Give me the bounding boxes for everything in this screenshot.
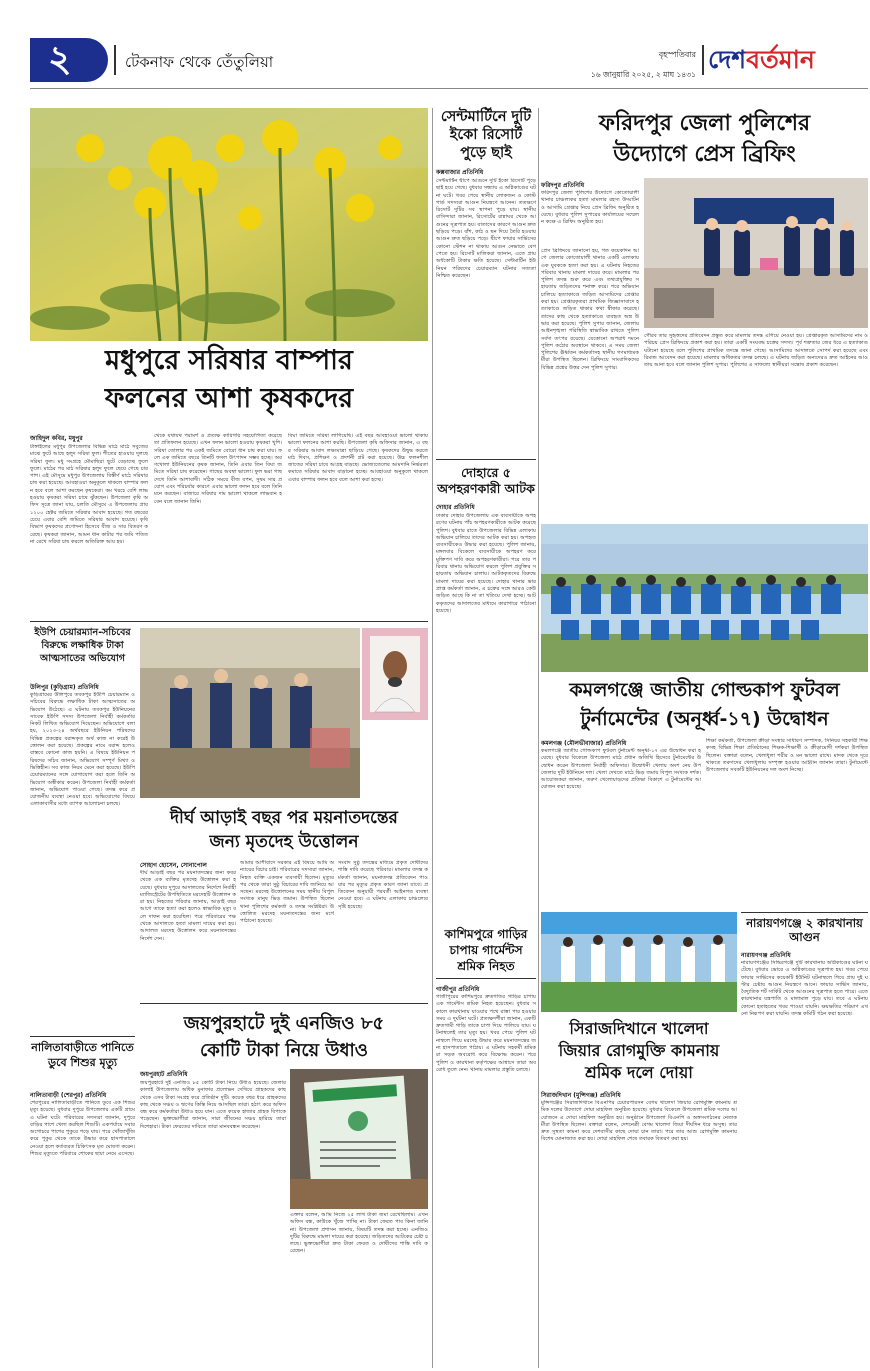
faridpur-headline-bar <box>541 108 868 174</box>
faridpur-body-top: ফরিদপুর জেলা পুলিশের উদ্যোগে কোতোয়ালী থানার চাঞ্চল্যকর হত্যা মামলার রহস্য উদ্ঘাটন ও আসামি গ্রেপ্তার নিয়ে প্রেস ব্রিফিং অনুষ্ঠিত হয়েছে। বুধবার পুলিশ সুপারের কার্যালয়ের সম্মেলন কক্ষে এ ব্রিফিং অনুষ্ঠিত হয়। <box>541 190 639 226</box>
ngo-byline: জয়পুরহাট প্রতিনিধি <box>140 1071 188 1078</box>
fire-byline: নারায়ণগঞ্জ প্রতিনিধি <box>741 952 791 959</box>
eco-resort-byline: কক্সবাজার প্রতিনিধি <box>436 169 484 176</box>
page-number-badge <box>30 38 108 82</box>
ngo-body-col1: জয়পুরহাটে দুই এনজিও ৮৫ কোটি টাকা নিয়ে উধাও হয়েছে। জেলার কালাই উপজেলায় অধিক মুনাফার প্রলোভন দেখিয়ে গ্রাহকদের কাছ থেকে এসব টাকা সংগ্রহ করে প্রতিষ্ঠান দুটি। কয়েক বছর ধরে গ্রাহকদের কাছ থেকে সঞ্চয় ও ঋণের কিস্তি নিয়ে আসছিল তারা। হঠাৎ করে অফিস বন্ধ করে কর্মকর্তারা উধাও হয়ে যান। এতে কয়েক হাজার গ্রাহক বিপাকে পড়েছেন। ভুক্তভোগীরা জানান, সারা জীবনের সঞ্চয় হারিয়ে তারা দিশেহারা। টাকা ফেরতের দাবিতে তারা মানববন্ধন করেছেন। <box>140 1080 286 1130</box>
exhumation-body-col3: সংবাদ সুষ্ঠু তদন্তের মাধ্যমে প্রকৃত দোষীদের শাস্তি দাবি করেছে পরিবার। মামলার তদন্ত কর্মকর্তা জানান, ময়নাতদন্ত প্রতিবেদন পাওয়ার পর মৃত্যুর প্রকৃত কারণ জানা যাবে। প্রতিবেদন অনুযায়ী পরবর্তী আইনগত ব্যবস্থা নেওয়া হবে। এ ঘটনায় এলাকায় চাঞ্চল্যের সৃষ্টি হয়েছে। <box>338 860 428 910</box>
exhumation-byline: সোহাগ হোসেন, সোনাপোল <box>140 862 207 869</box>
faridpur-headline: ফরিদপুর জেলা পুলিশের উদ্যোগে প্রেস ব্রিফিং <box>598 111 811 167</box>
eco-resort-body: সেন্টমার্টিন দ্বীপে আগুনে দুটি ইকো রিসোর্ট পুড়ে ছাই হয়ে গেছে। বুধবার সন্ধ্যায় এ অগ্নিকাণ্ডের ঘটনা ঘটে। খবর পেয়ে স্থানীয় লোকজন ও কোস্ট গার্ড সদস্যরা আগুন নিয়ন্ত্রণে আনেন। ততক্ষণে রিসোর্ট দুটির সব স্থাপনা পুড়ে যায়। স্থানীয় বাসিন্দারা জানান, রিসোর্টের রান্নাঘর থেকে আগুনের সূত্রপাত হয়। বাতাসের কারণে আগুন দ্রুত ছড়িয়ে পড়ে। বাঁশ, কাঠ ও ছন দিয়ে তৈরি হওয়ায় আগুন দ্রুত ছড়িয়ে পড়ে। দ্বীপে ফায়ার সার্ভিসের কোনো স্টেশন না থাকায় আগুন নেভাতে বেগ পেতে হয়। রিসোর্ট মালিকরা জানান, এতে প্রায় অর্ধকোটি টাকার ক্ষতি হয়েছে। সেন্টমার্টিন ইউনিয়ন পরিষদের চেয়ারম্যান ঘটনার সত্যতা নিশ্চিত করেছেন। <box>436 178 536 279</box>
prayer-byline: সিরাজদিখান (মুন্সিগঞ্জ) প্রতিনিধি <box>541 1092 621 1099</box>
page-route: টেকনাফ থেকে তেঁতুলিয়া <box>125 53 274 71</box>
chairman-headline: ইউপি চেয়ারম্যান-সচিবের বিরুদ্ধে লক্ষাধিক টাকা আত্মসাতের অভিযোগ <box>34 627 131 664</box>
chairman-body: কুড়িগ্রামের উলিপুরে তবকপুর ইউপি চেয়ারম্যান ও সচিবের বিরুদ্ধে লক্ষাধিক টাকা আত্মসাতের অভিযোগ উঠেছে। এ ঘটনায় তবকপুর ইউনিয়নের সাবেক ইউপি সদস্য উপজেলা নির্বাহী কর্মকর্তার নিকট লিখিত অভিযোগ দিয়েছেন। অভিযোগে বলা হয়, ২০২৩-২৪ অর্থবছরে ইউনিয়ন পরিষদের বিভিন্ন প্রকল্পের বরাদ্দকৃত অর্থ কাজ না করেই উত্তোলন করা হয়েছে। প্রকল্পের নামে বরাদ্দ হলেও বাস্তবে কোনো কাজ হয়নি। এ বিষয়ে ইউনিয়ন পরিষদের সচিব জানান, অভিযোগ সম্পূর্ণ মিথ্যা ও ভিত্তিহীন। সব কাজ নিয়ম মেনে করা হয়েছে। ইউপি চেয়ারম্যানের সঙ্গে যোগাযোগ করা হলে তিনি অভিযোগ অস্বীকার করেন। উপজেলা নির্বাহী কর্মকর্তা জানান, অভিযোগ পাওয়া গেছে। তদন্ত করে প্রয়োজনীয় ব্যবস্থা নেওয়া হবে। অভিযোগের বিষয়ে এলাকাবাসীর মধ্যে ব্যাপক আলোচনা চলছে। <box>30 692 135 808</box>
masthead-rule <box>30 88 868 89</box>
mustard-body-col2: থেকে যথাযথ পরামর্শ ও প্রত্যক্ষ কারিগরি সহযোগিতা করেছে তা প্রতিফলন হয়েছে। এখন ফলন ভালো হওয়ায় কৃষকরা খুশি। সরিষা তোলার পর একই জমিতে বোরো ধান চাষ করা যায়। ফলে এক জমিতে বছরে তিনটি ফসল উৎপাদন সম্ভব হচ্ছে। অরণখোলা ইউনিয়নের কৃষক জানান, তিনি এবার তিন বিঘা জমিতে সরিষা চাষ করেছেন। গাছের অবস্থা ভালো। ফুল ভরা গাছ দেখে তিনি আশাবাদী। সঠিক সময়ে বীজ বপন, সুষম সার প্রয়োগ এবং পরিচর্যার কারণে এবার ভালো ফলন হবে বলে তিনি মনে করছেন। বাজারে সরিষার দাম ভালো থাকলে লাভবান হবেন বলে জানান তিনি। <box>154 433 282 505</box>
page-number: ২ <box>48 39 72 80</box>
garments-headline-visible: কাশিমপুরে গাড়ির চাপায় গার্মেন্টস শ্রমিক নিহত <box>444 927 528 973</box>
issue-date: ১৬ জানুয়ারি ২০২৫, ২ মাঘ ১৪৩১ <box>590 70 696 79</box>
garments-body: গাজীপুরের কাশিমপুরে দ্রুতগতির গাড়ির চাপায় এক গার্মেন্টস শ্রমিক নিহত হয়েছেন। বুধবার সকালে কারখানায় যাওয়ার পথে রাস্তা পার হওয়ার সময় এ দুর্ঘটনা ঘটে। প্রত্যক্ষদর্শীরা জানান, একটি দ্রুতগামী গাড়ি তাকে চাপা দিয়ে পালিয়ে যায়। ঘটনাস্থলেই তার মৃত্যু হয়। খবর পেয়ে পুলিশ ঘটনাস্থলে গিয়ে মরদেহ উদ্ধার করে ময়নাতদন্তের জন্য হাসপাতালে পাঠায়। এ ঘটনায় সহকর্মী শ্রমিকরা সড়ক অবরোধ করে বিক্ষোভ করেন। পরে পুলিশ ও কারখানা কর্তৃপক্ষের আশ্বাসে তারা অবরোধ তুলে নেন। থানায় মামলার প্রস্তুতি চলছে। <box>436 994 536 1073</box>
ngo-headline: জয়পুরহাটে দুই এনজিও ৮৫ কোটি টাকা নিয়ে উধাও <box>183 1013 385 1061</box>
football-body-col1: কমলগঞ্জে জাতীয় গোল্ডকাপ ফুটবল টুর্নামেন্ট অনূর্ধ্ব-১৭ এর উদ্বোধন করা হয়েছে। বুধবার বিকেলে উপজেলা মাঠে প্রধান অতিথি হিসেবে টুর্নামেন্টের উদ্বোধন করেন উপজেলা নির্বাহী অফিসার। উদ্বোধনী খেলায় অংশ নেয় উপজেলার দুটি ইউনিয়ন দল। খেলা দেখতে মাঠে ভিড় জমায় বিপুল সংখ্যক দর্শক। আয়োজকরা জানান, তরুণ খেলোয়াড়দের প্রতিভা বিকাশে এ টুর্নামেন্টের আয়োজন করা হয়েছে। <box>541 748 701 791</box>
mustard-body-col1: টাঙ্গাইলের মধুপুর উপজেলার বিভিন্ন মাঠে মাঠে সবুজের মাঝে ফুটে আছে হলুদ সরিষা ফুল। শীতের হাওয়ায় দুলছে সরিষা ফুল। মধু সংগ্রহে মৌমাছিরা ছুটে বেড়াচ্ছে ফুলে ফুলে। মাঠের পর মাঠ সরিষার হলুদ ফুলে ছেয়ে গেছে চারপাশ। এই মৌসুমে মধুপুর উপজেলায় বিস্তীর্ণ মাঠে সরিষার চাষ করা হয়েছে। আবহাওয়া অনুকূলে থাকলে বাম্পার ফলন হবে বলে আশা করছেন কৃষকেরা। কম খরচে বেশি লাভ হওয়ায় কৃষকরা সরিষা চাষে ঝুঁকছেন। উপজেলা কৃষি অফিস সূত্রে জানা যায়, চলতি মৌসুমে এ উপজেলায় প্রায় ১২০০ হেক্টর জমিতে সরিষার আবাদ হয়েছে। গত বছরের চেয়ে এবার বেশি জমিতে সরিষার আবাদ হয়েছে। কৃষি বিভাগ কৃষকদের প্রণোদনা হিসেবে বীজ ও সার বিতরণ করেছে। কৃষকরা জানান, আমন ধান কাটার পর জমি পতিত না রেখে সরিষা চাষ করলে অতিরিক্ত আয় হয়। <box>30 444 148 545</box>
exhumation-scene-photo <box>140 628 360 798</box>
ngo-passbook-image <box>290 1069 428 1209</box>
faridpur-briefing-photo <box>644 178 868 328</box>
masthead-divider-right <box>702 45 704 75</box>
separator-drowning <box>30 1036 135 1037</box>
masthead <box>0 0 870 92</box>
fire-headline: নারায়ণগঞ্জে ২ কারখানায় আগুন <box>746 916 863 944</box>
prayer-headline: সিরাজদিখানে খালেদা জিয়ার রোগমুক্তি কামনায় শ্রমিক দলে দোয়া <box>558 1019 720 1082</box>
mustard-field-photo <box>30 108 428 341</box>
column-rule-1 <box>432 108 433 1368</box>
football-team-image <box>541 524 868 672</box>
football-byline: কমলগঞ্জ (মৌলভীবাজার) প্রতিনিধি <box>541 740 627 747</box>
exhumation-scene-image <box>140 628 360 798</box>
column-rule-2 <box>538 108 539 1368</box>
eco-resort-headline: সেন্টমার্টিনে দুটি ইকো রিসোর্ট পুড়ে ছাই <box>440 109 532 161</box>
football-body-col2: শিক্ষা কর্মকর্তা, উপজেলা ক্রীড়া সংস্থার সাধারণ সম্পাদক, সিনিয়র সহকারী শিক্ষকসহ বিভিন্ন শিক্ষা প্রতিষ্ঠানের শিক্ষক-শিক্ষার্থী ও ক্রীড়ামোদী দর্শকরা উপস্থিত ছিলেন। বক্তারা বলেন, খেলাধুলা শরীর ও মন ভালো রাখে। মাদক থেকে দূরে থাকতে তরুণদের খেলাধুলায় সম্পৃক্ত হওয়ার আহ্বান জানান তারা। টুর্নামেন্টে উপজেলার সবকটি ইউনিয়নের দল অংশ নিচ্ছে। <box>706 738 868 774</box>
prayer-body: মুন্সিগঞ্জের সিরাজদিখানে বিএনপির চেয়ারপারসন বেগম খালেদা জিয়ার রোগমুক্তি কামনায় শ্রমিক দলের উদ্যোগে দোয়া মাহফিল অনুষ্ঠিত হয়েছে। বুধবার বিকেলে উপজেলা শ্রমিক দলের আয়োজনে এ দোয়া মাহফিল অনুষ্ঠিত হয়। অনুষ্ঠানে উপজেলা বিএনপি ও অঙ্গসংগঠনের নেতাকর্মীরা উপস্থিত ছিলেন। বক্তারা বলেন, দেশনেত্রী বেগম খালেদা জিয়া দীর্ঘদিন ধরে অসুস্থ। তার দ্রুত সুস্থতা কামনা করে দেশবাসীর কাছে দোয়া চান তারা। পরে তার আশু রোগমুক্তি কামনায় বিশেষ মোনাজাত করা হয়। দোয়া মাহফিল শেষে তবারক বিতরণ করা হয়। <box>541 1100 737 1143</box>
fire-body: নারায়ণগঞ্জের সিদ্ধিরগঞ্জে দুটি কারখানায় অগ্নিকাণ্ডের ঘটনা ঘটেছে। বুধবার ভোরে এ অগ্নিকাণ্ডের সূত্রপাত হয়। খবর পেয়ে ফায়ার সার্ভিসের কয়েকটি ইউনিট ঘটনাস্থলে গিয়ে প্রায় দুই ঘণ্টার চেষ্টায় আগুন নিয়ন্ত্রণে আনে। ফায়ার সার্ভিস জানায়, বৈদ্যুতিক শর্ট সার্কিট থেকে আগুনের সূত্রপাত হতে পারে। এতে কারখানার যন্ত্রপাতি ও মালামাল পুড়ে যায়। তবে এ ঘটনায় কোনো হতাহতের খবর পাওয়া যায়নি। ক্ষয়ক্ষতির পরিমাণ এখনো নিরূপণ করা যায়নি। তদন্ত কমিটি গঠন করা হয়েছে। <box>741 960 868 1018</box>
mustard-body-col3: বিঘা জমিতে সরিষা লাগিয়েছি। এই বছর আবহাওয়া ভালো থাকায় ভালো ফলনের আশা করছি। উপজেলা কৃষি অফিসার জানান, এ বছর সরিষার আবাদ লক্ষ্যমাত্রা ছাড়িয়ে গেছে। কৃষকদের উদ্বুদ্ধ করতে মাঠ দিবস, প্রশিক্ষণ ও প্রদর্শনী প্লট করা হয়েছে। উচ্চ ফলনশীল জাতের সরিষা চাষে আগ্রহ বাড়ছে। ভোজ্যতেলের আমদানি নির্ভরতা কমাতে সরিষার আবাদ বাড়ানো হচ্ছে। আবহাওয়া অনুকূলে থাকলে এবার বাম্পার ফলন হবে বলে আশা করা হচ্ছে। <box>288 433 428 483</box>
football-headline: কমলগঞ্জে জাতীয় গোল্ডকাপ ফুটবল টুর্নামেন্টের (অনূর্ধ্ব-১৭) উদ্বোধন <box>569 679 840 730</box>
mustard-byline: জাহিদুল কবির, মধুপুর <box>30 435 83 442</box>
abduction-headline: দোহারে ৫ অপহরণকারী আটক <box>437 465 535 496</box>
faridpur-body-right: গৌরব তার সুহৃত্তদের প্রতিবেদন প্রস্তুত করে মামলার তদন্ত এগিয়ে নেওয়া হয়। গ্রেপ্তারকৃত আসামিদের নাম ও পরিচয় প্রেস ব্রিফিংয়ে প্রকাশ করা হয়। তারা একটি সংঘবদ্ধ চক্রের সদস্য। পূর্ব শত্রুতার জের ধরে এ হত্যাকাণ্ড ঘটানো হয়েছে বলে পুলিশের প্রাথমিক তদন্তে জানা গেছে। আসামিদের আদালতে সোপর্দ করা হয়েছে এবং রিমান্ড আবেদন করা হয়েছে। মামলার অধিকতর তদন্ত চলছে। এ ঘটনায় জড়িত অন্যদেরও দ্রুত আইনের আওতায় আনা হবে বলে জানান পুলিশ সুপার। পুলিশের এ সাফল্যে স্থানীয়রা সন্তোষ প্রকাশ করেছেন। <box>644 333 868 369</box>
separator-ngo <box>140 1003 428 1004</box>
exhumation-body-col1: দীর্ঘ আড়াই বছর পর ময়নাতদন্তের জন্য কবর থেকে এক ব্যক্তির মৃতদেহ উত্তোলন করা হয়েছে। বুধবার দুপুরে আদালতের নির্দেশে নির্বাহী ম্যাজিস্ট্রেটের উপস্থিতিতে মরদেহটি উত্তোলন করা হয়। নিহতের পরিবার জানায়, আড়াই বছর আগে তাকে হত্যা করা হলেও স্বাভাবিক মৃত্যু বলে দাফন করা হয়েছিল। পরে পরিবারের পক্ষ থেকে আদালতে হত্যা মামলা দায়ের করা হয়। আদালত মরদেহ উত্তোলন করে ময়নাতদন্তের নির্দেশ দেন। <box>140 870 236 942</box>
faridpur-byline: ফরিদপুর প্রতিনিধি <box>541 182 585 189</box>
victim-portrait <box>362 628 428 720</box>
issue-day: বৃহস্পতিবার <box>658 50 696 59</box>
press-briefing-image <box>644 178 868 328</box>
ngo-body-col3: এক্তার বলেন, আমি নিজে ২৫ লাখ টাকা জমা রেখেছিলাম। এখন অফিস বন্ধ, কাউকে খুঁজে পাচ্ছি না। টাকা ফেরত পাব কিনা জানি না। উপজেলা প্রশাসন জানায়, বিষয়টি তদন্ত করা হচ্ছে। এনজিও দুটির বিরুদ্ধে মামলা দায়ের করা হয়েছে। জড়িতদের আটকের চেষ্টা চলছে। ভুক্তভোগীরা দ্রুত টাকা ফেরত ও দোষীদের শাস্তি দাবি করেছেন। <box>290 1212 428 1255</box>
exhumation-headline: দীর্ঘ আড়াই বছর পর ময়নাতদন্তের জন্য মৃতদেহ উত্তোলন <box>170 808 398 852</box>
abduction-byline: দোহার প্রতিনিধি <box>436 504 475 511</box>
faridpur-body-left: প্রেস ব্রিফিংয়ে জানানো হয়, গত কয়েকদিন আগে জেলার কোতোয়ালী থানার একটি এলাকায় এক যুবককে হত্যা করা হয়। এ ঘটনায় নিহতের পরিবার থানায় মামলা দায়ের করে। মামলার পর পুলিশ তদন্ত শুরু করে এবং তথ্যপ্রযুক্তির সহায়তায় জড়িতদের শনাক্ত করে। পরে অভিযান চালিয়ে হত্যাকাণ্ডে জড়িত আসামিদের গ্রেপ্তার করা হয়। গ্রেপ্তারকৃতরা প্রাথমিক জিজ্ঞাসাবাদে হত্যাকাণ্ডে জড়িত থাকার কথা স্বীকার করেছে। তাদের কাছ থেকে হত্যাকাণ্ডে ব্যবহৃত অস্ত্র উদ্ধার করা হয়েছে। পুলিশ সুপার জানান, জেলায় আইনশৃঙ্খলা পরিস্থিতি স্বাভাবিক রাখতে পুলিশ সর্বদা তৎপর রয়েছে। যেকোনো অপরাধ দমনে পুলিশ কঠোর অবস্থানে থাকবে। এ সময় জেলা পুলিশের ঊর্ধ্বতন কর্মকর্তাসহ স্থানীয় গণমাধ্যমকর্মীরা উপস্থিত ছিলেন। ব্রিফিংয়ে সাংবাদিকদের বিভিন্ন প্রশ্নের উত্তর দেন পুলিশ সুপার। <box>541 248 639 371</box>
separator-abduction <box>436 459 536 460</box>
drowning-headline: নালিতাবাড়ীতে পানিতে ডুবে শিশুর মৃত্যু <box>31 1041 134 1069</box>
drowning-body: শেরপুরের নালিতাবাড়ীতে পানিতে ডুবে এক শিশুর মৃত্যু হয়েছে। বুধবার দুপুরে উপজেলার একটি গ্রামে এ ঘটনা ঘটে। পরিবারের সদস্যরা জানান, দুপুরে বাড়ির পাশে খেলা করছিল শিশুটি। একপর্যায়ে সবার অগোচরে পাশের পুকুরে পড়ে যায়। পরে খোঁজাখুঁজি করে পুকুর থেকে তাকে উদ্ধার করে হাসপাতালে নেওয়া হলে কর্তব্যরত চিকিৎসক মৃত ঘোষণা করেন। শিশুর মৃত্যুতে পরিবারে শোকের ছায়া নেমে এসেছে। <box>30 1100 135 1158</box>
logo-bortoman: বর্তমান <box>746 45 815 74</box>
ngo-passbook-photo <box>290 1069 428 1209</box>
exhumation-body-col2: আমার আশীবাদে সরকার এই বিষয়ে আমি অন্যায়ের বিচার চাই। পরিবারের সদস্যরা জানান, নিহত ব্যক্তি একজন ব্যবসায়ী ছিলেন। মৃত্যুর পর থেকে তারা সুষ্ঠু বিচারের দাবি জানিয়ে আসছেন। মরদেহ উত্তোলনের সময় স্থানীয় বিপুল সংখ্যক মানুষ ভিড় জমান। উপস্থিত ছিলেন থানা পুলিশের কর্মকর্তা ও তদন্ত সংশ্লিষ্টরা। উত্তোলিত মরদেহ ময়নাতদন্তের জন্য মর্গে পাঠানো হয়েছে। <box>240 860 334 925</box>
mustard-field-image <box>30 108 428 341</box>
football-team-photo <box>541 524 868 672</box>
abduction-body: ঢাকার দোহার উপজেলায় এক ব্যবসায়ীকে অপহরণের ঘটনায় পাঁচ অপহরণকারীকে আটক করেছে পুলিশ। বুধবার রাতে উপজেলার বিভিন্ন এলাকায় অভিযান চালিয়ে তাদের আটক করা হয়। অপহৃত ব্যবসায়ীকেও উদ্ধার করা হয়েছে। পুলিশ জানায়, মঙ্গলবার বিকেলে ব্যবসায়ীকে অপহরণ করে মুক্তিপণ দাবি করে অপহরণকারীরা। পরে তার পরিবার থানায় অভিযোগ করলে পুলিশ প্রযুক্তির সহায়তায় অভিযান চালায়। আটককৃতদের বিরুদ্ধে মামলা দায়ের করা হয়েছে। দোহার থানার ভারপ্রাপ্ত কর্মকর্তা জানান, এ চক্রের সঙ্গে আরও কেউ জড়িত আছে কি না তা খতিয়ে দেখা হচ্ছে। আটককৃতদের আদালতের মাধ্যমে কারাগারে পাঠানো হয়েছে। <box>436 513 536 614</box>
victim-portrait-image <box>362 628 428 720</box>
logo-desh: দেশ <box>708 45 747 74</box>
mustard-headline: মধুপুরে সরিষার বাম্পার ফলনের আশা কৃষকদের <box>104 345 354 414</box>
separator-fire <box>741 912 868 913</box>
drowning-byline: নালিতাবাড়ী (শেরপুর) প্রতিনিধি <box>30 1092 107 1099</box>
separator-garments <box>436 978 536 979</box>
newspaper-logo <box>708 40 868 80</box>
ceremony-image <box>541 912 737 1012</box>
chairman-byline: উলিপুর (কুড়িগ্রাম) প্রতিনিধি <box>30 684 99 691</box>
separator-chairman <box>30 621 428 622</box>
masthead-divider <box>114 45 116 75</box>
garments-byline: গাজীপুর প্রতিনিধি <box>436 986 480 993</box>
ceremony-photo <box>541 912 737 1012</box>
